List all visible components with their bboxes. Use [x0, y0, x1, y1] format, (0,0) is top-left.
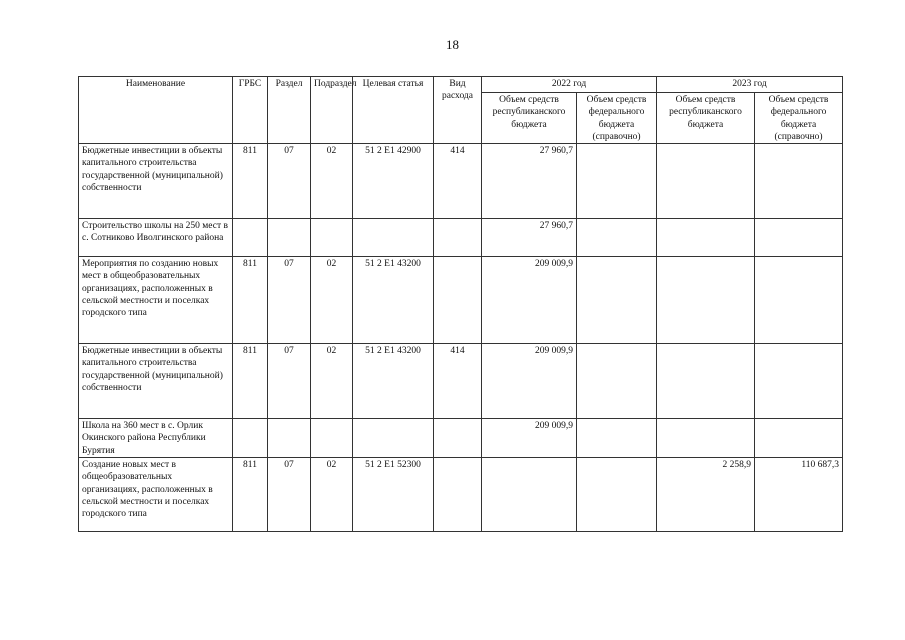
- row-target: [353, 419, 434, 458]
- row-podrazdel: 02: [311, 257, 353, 344]
- table-row: [79, 344, 843, 419]
- row-grbs: 811: [233, 344, 268, 419]
- header-podrazdel: Подраздел: [311, 77, 353, 144]
- row-rep-2023: [657, 257, 755, 344]
- table-header: [79, 77, 843, 144]
- row-grbs: 811: [233, 257, 268, 344]
- row-rep-2023: [657, 344, 755, 419]
- header-target: Целевая статья: [353, 77, 434, 144]
- row-grbs: [233, 419, 268, 458]
- row-podrazdel: 02: [311, 458, 353, 532]
- row-fed-2023: 110 687,3: [755, 458, 843, 532]
- header-grbs: ГРБС: [233, 77, 268, 144]
- row-target: 51 2 E1 43200: [353, 257, 434, 344]
- row-fed-2023: [755, 144, 843, 219]
- row-podrazdel: 02: [311, 144, 353, 219]
- row-fed-2023: [755, 257, 843, 344]
- row-vid: [434, 257, 482, 344]
- row-name: Бюджетные инвестиции в объекты капитального строительства государственной (муниципальной) собственности: [79, 344, 233, 419]
- row-podrazdel: [311, 419, 353, 458]
- header-name: Наименование: [79, 77, 233, 144]
- row-grbs: 811: [233, 458, 268, 532]
- table-row: [79, 144, 843, 219]
- row-name: Создание новых мест в общеобразовательных организациях, расположенных в сельской местности и поселках городского типа: [79, 458, 233, 532]
- header-year-2023: 2023 год: [657, 77, 843, 93]
- row-vid: 414: [434, 344, 482, 419]
- row-target: [353, 219, 434, 257]
- table-row: [79, 419, 843, 458]
- row-rep-2022: [482, 458, 577, 532]
- row-rep-2023: 2 258,9: [657, 458, 755, 532]
- row-razdel: 07: [268, 344, 311, 419]
- table-row: [79, 257, 843, 344]
- row-fed-2023: [755, 344, 843, 419]
- row-vid: [434, 419, 482, 458]
- row-name: Школа на 360 мест в с. Орлик Окинского района Республики Бурятия: [79, 419, 233, 458]
- row-razdel: 07: [268, 144, 311, 219]
- row-fed-2022: [577, 344, 657, 419]
- row-rep-2022: 27 960,7: [482, 219, 577, 257]
- row-fed-2022: [577, 144, 657, 219]
- header-fed-2023: Объем средств федерального бюджета (справочно): [755, 93, 843, 144]
- header-year-2022: 2022 год: [482, 77, 657, 93]
- table-row: [79, 219, 843, 257]
- row-name: Строительство школы на 250 мест в с. Сотниково Иволгинского района: [79, 219, 233, 257]
- row-rep-2022: 27 960,7: [482, 144, 577, 219]
- row-vid: [434, 219, 482, 257]
- row-razdel: [268, 419, 311, 458]
- row-rep-2023: [657, 219, 755, 257]
- row-fed-2022: [577, 219, 657, 257]
- row-razdel: 07: [268, 257, 311, 344]
- table-row: [79, 458, 843, 532]
- row-podrazdel: 02: [311, 344, 353, 419]
- row-podrazdel: [311, 219, 353, 257]
- header-rep-2022: Объем средств республиканского бюджета: [482, 93, 577, 144]
- row-razdel: [268, 219, 311, 257]
- header-razdel: Раздел: [268, 77, 311, 144]
- budget-table: [78, 76, 843, 532]
- row-fed-2022: [577, 257, 657, 344]
- row-target: 51 2 E1 43200: [353, 344, 434, 419]
- row-rep-2023: [657, 419, 755, 458]
- row-razdel: 07: [268, 458, 311, 532]
- row-grbs: 811: [233, 144, 268, 219]
- row-fed-2023: [755, 419, 843, 458]
- row-fed-2023: [755, 219, 843, 257]
- row-rep-2022: 209 009,9: [482, 257, 577, 344]
- row-rep-2023: [657, 144, 755, 219]
- header-rep-2023: Объем средств республиканского бюджета: [657, 93, 755, 144]
- row-vid: 414: [434, 144, 482, 219]
- row-name: Мероприятия по созданию новых мест в общеобразовательных организациях, расположенных в сельской местности и поселках городского типа: [79, 257, 233, 344]
- header-vid: Вид расхода: [434, 77, 482, 144]
- row-target: 51 2 E1 42900: [353, 144, 434, 219]
- row-vid: [434, 458, 482, 532]
- row-name: Бюджетные инвестиции в объекты капитального строительства государственной (муниципальной) собственности: [79, 144, 233, 219]
- page-number: 18: [446, 37, 459, 52]
- header-fed-2022: Объем средств федерального бюджета (справочно): [577, 93, 657, 144]
- row-rep-2022: 209 009,9: [482, 344, 577, 419]
- row-grbs: [233, 219, 268, 257]
- row-target: 51 2 E1 52300: [353, 458, 434, 532]
- row-fed-2022: [577, 458, 657, 532]
- row-rep-2022: 209 009,9: [482, 419, 577, 458]
- row-fed-2022: [577, 419, 657, 458]
